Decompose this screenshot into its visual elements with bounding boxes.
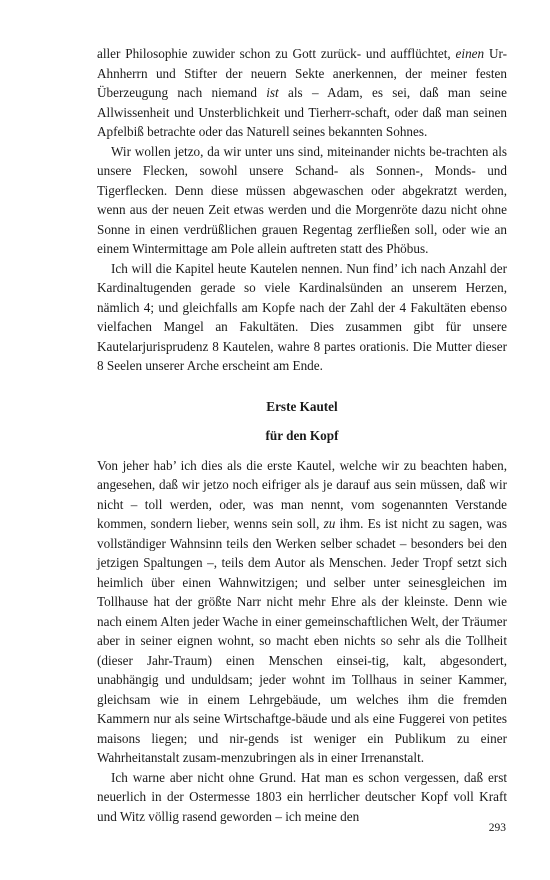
page-number: 293 — [488, 822, 506, 834]
emphasis-text: zu — [323, 516, 336, 531]
paragraph: aller Philosophie zuwider schon zu Gott zurück- und aufflüchtet, einen Ur-Ahnherrn und Stifter der neuern Sekte anerkennen, der meiner festen Überzeugung nach niemand ist als – Adam, es sei, daß man seine Allwissenheit und Unsterblichkeit und Tierherr-schaft, oder daß man seinen Apfelbiß betrachte oder das Naturell seines bekannten Sohnes. — [97, 46, 507, 139]
emphasis-text: ist — [266, 85, 279, 100]
section-heading: Erste Kautel — [266, 398, 338, 414]
section-subheading: für den Kopf — [265, 428, 339, 443]
body-text-bottom — [97, 456, 507, 827]
emphasis-text: einen — [455, 46, 485, 61]
paragraph: Ich will die Kapitel heute Kautelen nennen. Nun find’ ich nach Anzahl der Kardinaltugenden gerade so viele Kardinalsünden an unserem Herzen, nämlich 4; und gleichfalls am Kopfe nach der Zahl der 4 Fakultäten ebenso vielfachen Mangel an Fakultäten. Dies zusammen gibt für unsere Kautelarjurisprudenz 8 Kautelen, wahre 8 partes orationis. Die Mutter dieser 8 Seelen unserer Arche erscheint am Ende. — [97, 260, 507, 373]
paragraph: Ich warne aber nicht ohne Grund. Hat man es schon vergessen, daß erst neuerlich in der Ostermesse 1803 ein herrlicher deutscher Kopf voll Kraft und Witz völlig rasend geworden – ich meine den — [97, 769, 507, 824]
book-page — [97, 44, 507, 826]
paragraph: Wir wollen jetzo, da wir unter uns sind, miteinander nichts be-trachten als unsere Flecken, sowohl unsere Schand- als Sonnen-, Monds- und Tigerflecken. Denn diese müssen abgewaschen oder abgekratzt werden, wenn aus der neuen Zeit etwas werden und die Morgenröte dazu nicht ohne Sonne in einen verdrüßlichen grauen Regentag zerfließen soll, oder wie an einem Wintermittage am Pole allein auftreten statt des Phöbus. — [97, 143, 507, 256]
body-text-top — [97, 44, 507, 376]
paragraph: Von jeher hab’ ich dies als die erste Kautel, welche wir zu beachten haben, angesehen, daß wir jetzo noch eifriger als je darauf aus sein müssen, daß wir nicht – toll werden, oder, was man nennt, vom sogenannten Verstande kommen, sondern lieber, wenns sein soll, zu ihm. Es ist nicht zu sagen, was vollständiger Wahnsinn teils den Werken selber schadet – besonders bei den jetzigen Spaltungen –, teils dem Autor als Menschen. Jeder Tropf setzt sich heimlich über einen Wahnwitzigen; und selber unter seinesgleichen im Tollhause hat der größte Narr nicht mehr Ehre als der kleinste. Denn wie nach einem Alten jeder Wache in einer gemeinschaftlichen Welt, der Träumer aber in seiner eignen wohnt, so macht eben nichts so sehr als die Tollheit (dieser Jahr-Traum) einen Menschen einsei-tig, kalt, abgesondert, unabhängig und unduldsam; jeder wohnt im Tollhaus in seiner Kammer, gleichsam wie in einem Lehrgebäude, um welches ihm die fremden Kammern nur als seine Wirtschaftge-bäude und als eine Fuggerei von petites maisons liegen; und nir-gends ist weniger ein Publikum zu einer Wahrheitanstalt zusam-menzubringen als in einer Irrenanstalt. — [97, 457, 507, 765]
